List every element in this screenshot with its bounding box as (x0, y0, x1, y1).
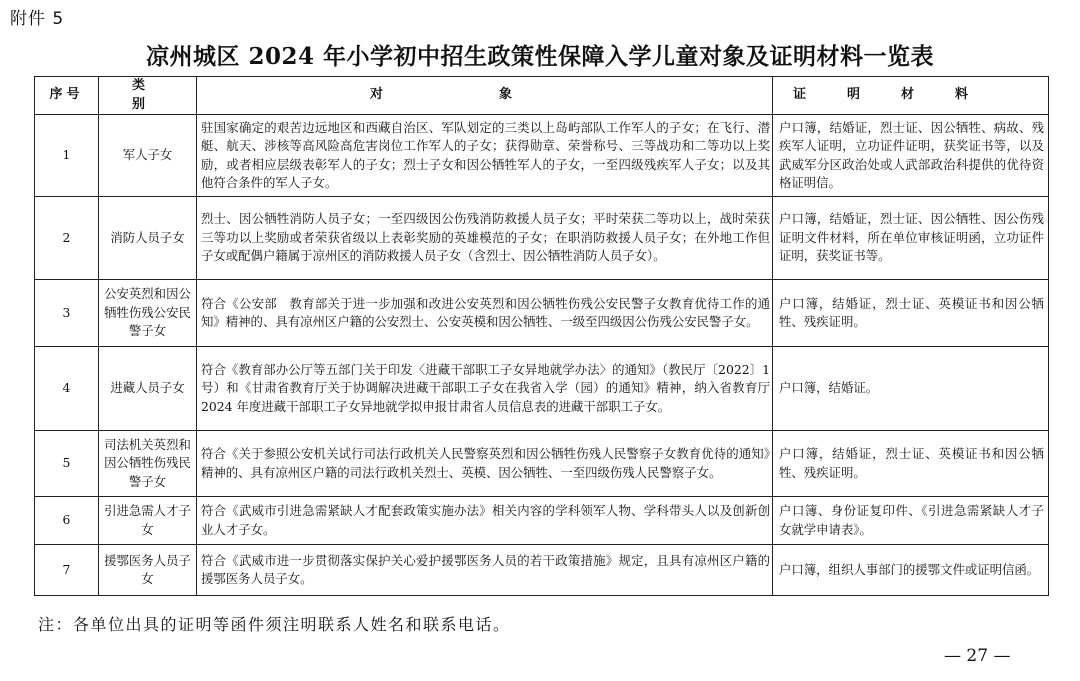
row-number: 3 (35, 280, 99, 347)
row-materials: 户口簿，结婚证。 (773, 347, 1049, 431)
row-materials: 户口簿，结婚证，烈士证、因公牺牲、病故、残疾军人证明，立功证件证明，获奖证书等，以及武威军分区政治处或人武部政治科提供的优待资格证明信。 (773, 115, 1049, 197)
table-row (35, 347, 1049, 431)
row-materials: 户口簿，结婚证，烈士证、因公牺牲、因公伤残证明文件材料，所在单位审核证明函，立功证件证明，获奖证书等。 (773, 197, 1049, 280)
row-materials: 户口簿、身份证复印件、《引进急需紧缺人才子女就学申请表》。 (773, 497, 1049, 545)
attachment-label: 附件 5 (10, 9, 65, 29)
row-number: 1 (35, 115, 99, 197)
row-number: 6 (35, 497, 99, 545)
row-object: 符合《公安部 教育部关于进一步加强和改进公安英烈和因公牺牲伤残公安民警子女教育优待工作的通知》精神的、具有凉州区户籍的公安烈士、公安英模和因公牺牲、一级至四级因公伤残公安民警子女。 (197, 280, 773, 347)
table-row (35, 497, 1049, 545)
policy-table (34, 76, 1049, 596)
row-number: 5 (35, 431, 99, 497)
row-category: 公安英烈和因公牺牲伤残公安民警子女 (99, 280, 197, 347)
column-header-object: 对 象 (197, 77, 773, 115)
row-category: 援鄂医务人员子女 (99, 545, 197, 596)
row-category: 引进急需人才子女 (99, 497, 197, 545)
row-number: 7 (35, 545, 99, 596)
row-category: 军人子女 (99, 115, 197, 197)
table-row (35, 197, 1049, 280)
row-materials: 户口簿，结婚证，烈士证、英模证书和因公牺牲、残疾证明。 (773, 431, 1049, 497)
page-title: 凉州城区 2024 年小学初中招生政策性保障入学儿童对象及证明材料一览表 (145, 43, 935, 70)
row-materials: 户口簿，组织人事部门的援鄂文件或证明信函。 (773, 545, 1049, 596)
row-number: 2 (35, 197, 99, 280)
row-object: 烈士、因公牺牲消防人员子女；一至四级因公伤残消防救援人员子女；平时荣获二等功以上，战时荣获三等功以上奖励或者荣获省级以上表彰奖励的英雄模范的子女；在职消防救援人员子女；在外地工作但子女或配偶户籍属于凉州区的消防救援人员子女（含烈士、因公牺牲消防人员子女）。 (197, 197, 773, 280)
row-category: 消防人员子女 (99, 197, 197, 280)
row-object: 符合《关于参照公安机关试行司法行政机关人民警察英烈和因公牺牲伤残人民警察子女教育优待的通知》精神的、具有凉州区户籍的司法行政机关烈士、英模、因公牺牲、一至四级伤残人民警察子女。 (197, 431, 773, 497)
row-number: 4 (35, 347, 99, 431)
table-row (35, 431, 1049, 497)
column-header-number: 序号 (35, 77, 99, 115)
table-row (35, 115, 1049, 197)
table-row (35, 545, 1049, 596)
page-number: — 27 — (944, 646, 1011, 666)
row-object: 符合《教育部办公厅等五部门关于印发〈进藏干部职工子女异地就学办法〉的通知》（教民厅〔2022〕1 号）和《甘肃省教育厅关于协调解决进藏干部职工子女在我省入学（园）的通知》精神，纳入省教育厅 2024 年度进藏干部职工子女异地就学拟申报甘肃省人员信息表的进藏干部职工子女。 (197, 347, 773, 431)
footnote: 注：各单位出具的证明等函件须注明联系人姓名和联系电话。 (38, 615, 511, 634)
column-header-materials: 证 明 材 料 (773, 77, 1049, 115)
row-materials: 户口簿，结婚证，烈士证、英模证书和因公牺牲、残疾证明。 (773, 280, 1049, 347)
column-header-category: 类 别 (99, 77, 197, 115)
row-object: 符合《武威市引进急需紧缺人才配套政策实施办法》相关内容的学科领军人物、学科带头人以及创新创业人才子女。 (197, 497, 773, 545)
row-object: 驻国家确定的艰苦边远地区和西藏自治区、军队划定的三类以上岛屿部队工作军人的子女；在飞行、潜艇、航天、涉核等高风险高危害岗位工作军人的子女；获得勋章、荣誉称号、三等战功和二等功以上奖励，或者相应层级表彰军人的子女；烈士子女和因公牺牲军人的子女，一至四级残疾军人子女；以及其他符合条件的军人子女。 (197, 115, 773, 197)
table-header-row (35, 77, 1049, 115)
row-category: 进藏人员子女 (99, 347, 197, 431)
row-category: 司法机关英烈和因公牺牲伤残民警子女 (99, 431, 197, 497)
row-object: 符合《武威市进一步贯彻落实保护关心爱护援鄂医务人员的若干政策措施》规定，且具有凉州区户籍的援鄂医务人员子女。 (197, 545, 773, 596)
table-row (35, 280, 1049, 347)
